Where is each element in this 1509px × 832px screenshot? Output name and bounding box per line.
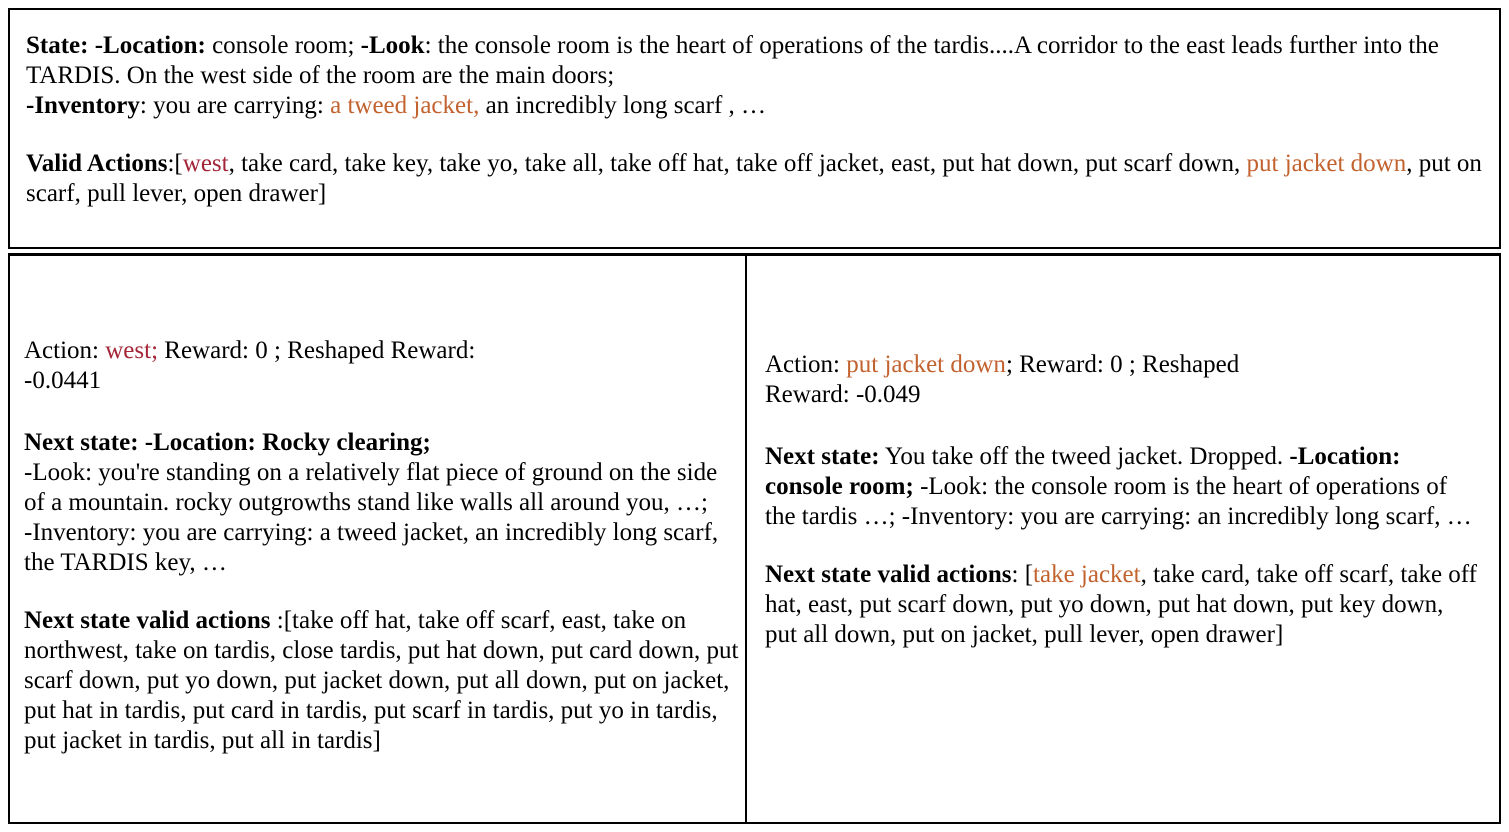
next-valid-actions-text-put-jacket-down: Next state valid actions: [take jacket, take card, take off scarf, take off hat, east, put scarf down, put yo down, put hat down, put key down, put all down, put on jacket, pull lever, open drawer]	[765, 561, 1478, 648]
valid-actions-text: Valid Actions:[west, take card, take key, take yo, take all, take off hat, take off jacket, east, put hat down, put scarf down, put jacket down, put on scarf, pull lever, open drawer]	[26, 150, 1482, 207]
state-panel	[8, 8, 1501, 249]
action-reward-text-west: Action: west; Reward: 0 ; Reshaped Reward: -0.0441	[24, 337, 476, 394]
transition-west-panel	[10, 256, 747, 822]
transition-put-jacket-down-panel	[747, 256, 1499, 822]
transitions-panel	[8, 253, 1501, 824]
next-valid-actions-text-west: Next state valid actions :[take off hat, take off scarf, east, take on northwest, take on tardis, close tardis, put hat down, put card down, put scarf down, put yo down, put jacket down, put all down, put on jacket, put hat in tardis, put card in tardis, put scarf in tardis, put yo in tardis, put jacket in tardis, put all in tardis]	[24, 607, 739, 754]
next-state-text-put-jacket-down: Next state: You take off the tweed jacket. Dropped. -Location: console room; -Look: the console room is the heart of operations of the tardis …; -Inventory: you are carrying: an incredibly long scarf, …	[765, 443, 1472, 530]
state-description-text: State: -Location: console room; -Look: the console room is the heart of operations of the tardis....A corridor to the east leads further into the TARDIS. On the west side of the room are the main doors; -Inventory: you are carrying: a tweed jacket, an incredibly long scarf , …	[26, 32, 1439, 119]
next-state-text-west: Next state: -Location: Rocky clearing; -Look: you're standing on a relatively flat piece of ground on the side of a mountain. rocky outgrowths stand like walls all around you, …; -Inventory: you are carrying: a tweed jacket, an incredibly long scarf, the TARDIS key, …	[24, 429, 719, 576]
action-reward-text-put-jacket-down: Action: put jacket down; Reward: 0 ; Reshaped Reward: -0.049	[765, 351, 1240, 408]
